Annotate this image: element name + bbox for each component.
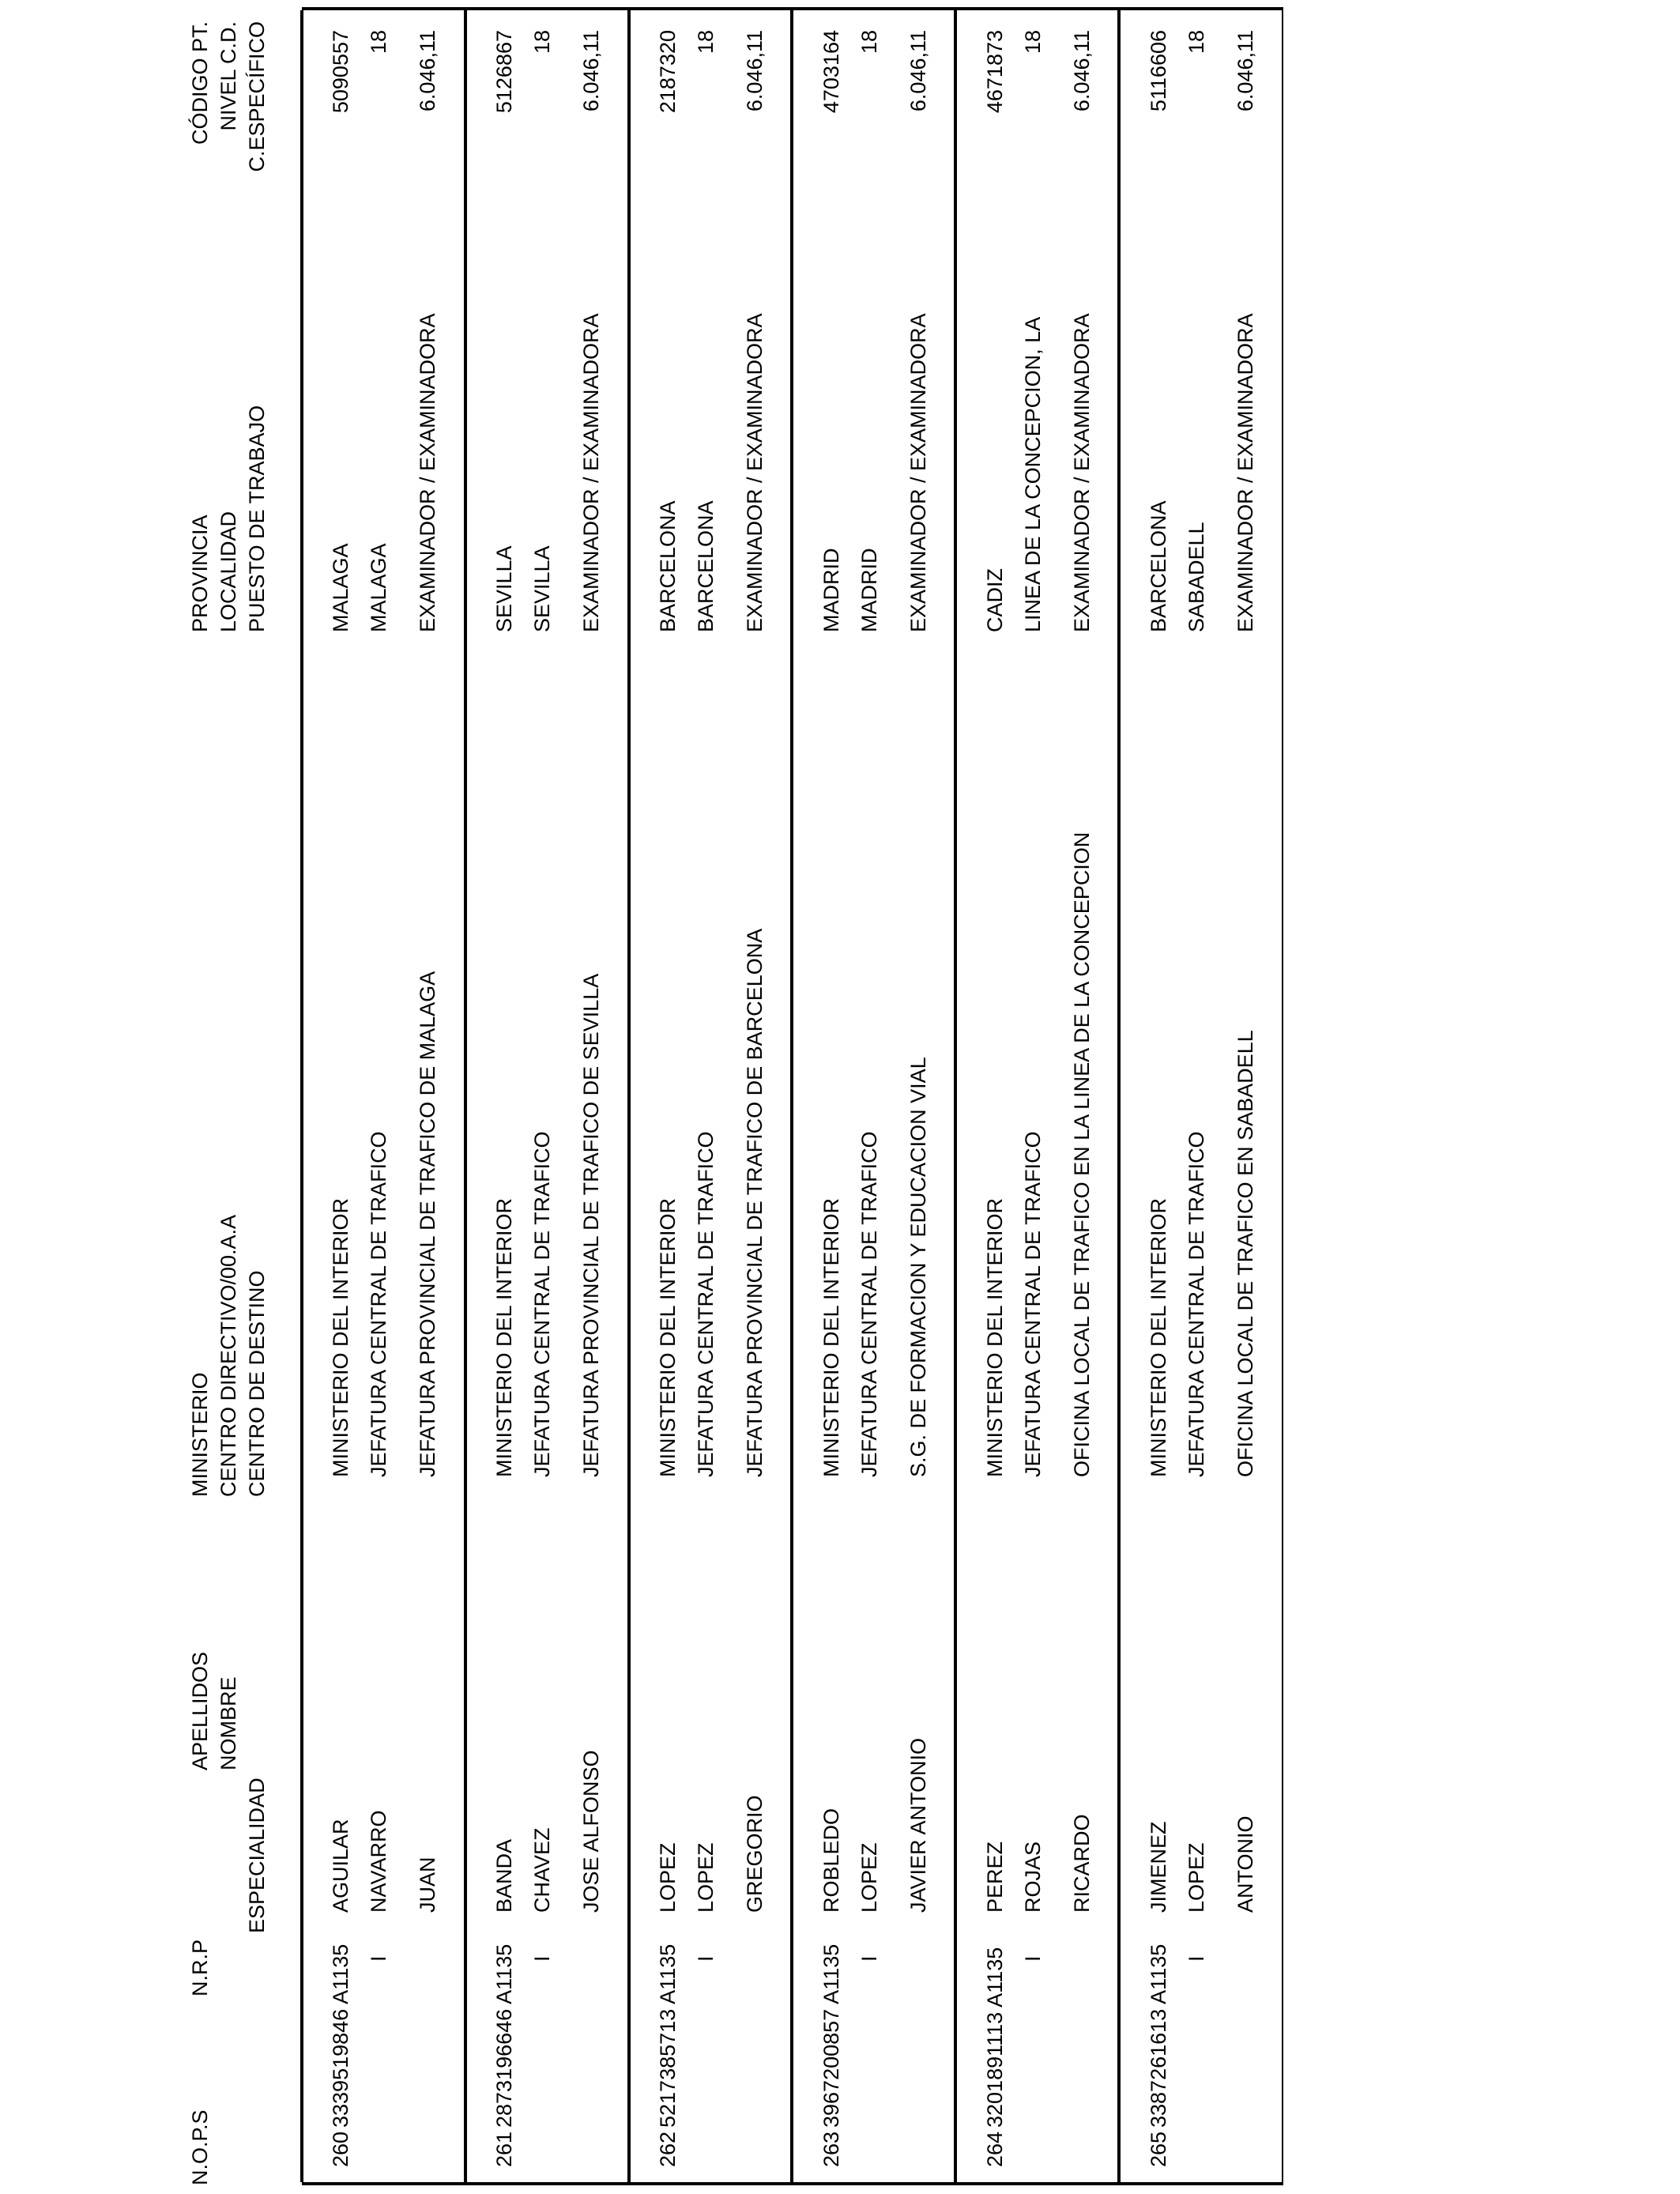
puesto-value: EXAMINADOR / EXAMINADORA bbox=[906, 313, 930, 632]
especialidad-value: I bbox=[857, 1955, 881, 1962]
header-provincia: PROVINCIA bbox=[188, 515, 212, 632]
apellido1-value: PEREZ bbox=[983, 1841, 1007, 1913]
ministerio-value: MINISTERIO DEL INTERIOR bbox=[983, 1197, 1007, 1477]
codigo-value: 5126867 bbox=[492, 30, 516, 114]
nivel-value: 18 bbox=[857, 30, 881, 55]
ministerio-value: MINISTERIO DEL INTERIOR bbox=[819, 1197, 843, 1477]
ministerio-value: MINISTERIO DEL INTERIOR bbox=[492, 1197, 516, 1477]
apellido2-value: LOPEZ bbox=[694, 1842, 718, 1913]
nivel-value: 18 bbox=[367, 30, 390, 55]
apellido2-value: CHAVEZ bbox=[530, 1827, 554, 1913]
nrp-value: 3339519846 A1135 bbox=[329, 1943, 352, 2128]
nrp-value: 3201891113 A1135 bbox=[983, 1947, 1007, 2128]
header-nops: N.O.P.S bbox=[188, 2109, 212, 2185]
nivel-value: 18 bbox=[530, 30, 554, 55]
header-nrp: N.R.P bbox=[188, 1939, 212, 1996]
puesto-value: EXAMINADOR / EXAMINADORA bbox=[1234, 313, 1257, 632]
apellido2-value: ROJAS bbox=[1021, 1841, 1045, 1913]
provincia-value: BARCELONA bbox=[1147, 500, 1170, 632]
header-centro-destino: CENTRO DE DESTINO bbox=[245, 1270, 269, 1497]
nops-value: 262 bbox=[656, 2131, 680, 2167]
nrp-value: 3967200857 A1135 bbox=[819, 1943, 843, 2128]
header-codigo: CÓDIGO PT. bbox=[188, 21, 212, 145]
centro-destino-value: OFICINA LOCAL DE TRAFICO EN LA LINEA DE LA CONCEPCION bbox=[1070, 831, 1094, 1477]
apellido1-value: JIMENEZ bbox=[1147, 1821, 1170, 1913]
header-ministerio: MINISTERIO bbox=[188, 1372, 212, 1497]
nombre-value: JOSE ALFONSO bbox=[579, 1750, 603, 1913]
row-separator bbox=[790, 10, 793, 2182]
especialidad-value: I bbox=[1185, 1955, 1208, 1962]
nivel-value: 18 bbox=[1021, 30, 1045, 55]
nops-value: 265 bbox=[1147, 2131, 1170, 2167]
nrp-value: 5217385713 A1135 bbox=[656, 1943, 680, 2128]
provincia-value: MADRID bbox=[819, 548, 843, 632]
header-puesto: PUESTO DE TRABAJO bbox=[245, 405, 269, 632]
localidad-value: LINEA DE LA CONCEPCION, LA bbox=[1021, 316, 1045, 632]
centro-destino-value: JEFATURA PROVINCIAL DE TRAFICO DE SEVILLA bbox=[579, 973, 603, 1477]
localidad-value: SABADELL bbox=[1185, 522, 1208, 632]
provincia-value: SEVILLA bbox=[492, 545, 516, 632]
nivel-value: 18 bbox=[1185, 30, 1208, 55]
provincia-value: MALAGA bbox=[329, 543, 352, 632]
centro-directivo-value: JEFATURA CENTRAL DE TRAFICO bbox=[530, 1131, 554, 1477]
localidad-value: MADRID bbox=[857, 548, 881, 632]
header-especialidad: ESPECIALIDAD bbox=[245, 1777, 269, 1933]
header-centro-directivo: CENTRO DIRECTIVO/00.A.A bbox=[217, 1214, 240, 1497]
localidad-value: MALAGA bbox=[367, 543, 390, 632]
row-separator bbox=[954, 10, 957, 2182]
nivel-value: 18 bbox=[694, 30, 718, 55]
centro-directivo-value: JEFATURA CENTRAL DE TRAFICO bbox=[367, 1131, 390, 1477]
nops-value: 264 bbox=[983, 2131, 1007, 2167]
ministerio-value: MINISTERIO DEL INTERIOR bbox=[329, 1197, 352, 1477]
table-top-border bbox=[300, 10, 303, 2182]
especialidad-value: I bbox=[367, 1955, 390, 1962]
especialidad-value: I bbox=[530, 1955, 554, 1962]
header-nivel: NIVEL C.D. bbox=[217, 21, 240, 131]
header-apellidos: APELLIDOS bbox=[188, 1651, 212, 1770]
especifico-value: 6.046,11 bbox=[1234, 30, 1257, 112]
apellido2-value: LOPEZ bbox=[857, 1842, 881, 1913]
codigo-value: 4671873 bbox=[983, 30, 1007, 114]
header-nombre: NOMBRE bbox=[217, 1676, 240, 1770]
apellido2-value: LOPEZ bbox=[1185, 1842, 1208, 1913]
localidad-value: BARCELONA bbox=[694, 500, 718, 632]
provincia-value: BARCELONA bbox=[656, 500, 680, 632]
codigo-value: 5116606 bbox=[1147, 30, 1170, 112]
nrp-value: 2873196646 A1135 bbox=[492, 1943, 516, 2128]
codigo-value: 2187320 bbox=[656, 30, 680, 114]
nops-value: 263 bbox=[819, 2131, 843, 2167]
puesto-value: EXAMINADOR / EXAMINADORA bbox=[1070, 313, 1094, 632]
nombre-value: JAVIER ANTONIO bbox=[906, 1737, 930, 1913]
apellido1-value: LOPEZ bbox=[656, 1842, 680, 1913]
especialidad-value: I bbox=[694, 1955, 718, 1962]
row-separator bbox=[464, 10, 467, 2182]
nombre-value: RICARDO bbox=[1070, 1814, 1094, 1913]
centro-directivo-value: JEFATURA CENTRAL DE TRAFICO bbox=[694, 1131, 718, 1477]
puesto-value: EXAMINADOR / EXAMINADORA bbox=[579, 313, 603, 632]
centro-destino-value: JEFATURA PROVINCIAL DE TRAFICO DE BARCELONA bbox=[743, 928, 767, 1477]
ministerio-value: MINISTERIO DEL INTERIOR bbox=[1147, 1197, 1170, 1477]
nrp-value: 3387261613 A1135 bbox=[1147, 1943, 1170, 2128]
especifico-value: 6.046,11 bbox=[743, 30, 767, 112]
especifico-value: 6.046,11 bbox=[1070, 30, 1094, 112]
puesto-value: EXAMINADOR / EXAMINADORA bbox=[416, 313, 439, 632]
centro-directivo-value: JEFATURA CENTRAL DE TRAFICO bbox=[1021, 1131, 1045, 1477]
centro-directivo-value: JEFATURA CENTRAL DE TRAFICO bbox=[857, 1131, 881, 1477]
nops-value: 260 bbox=[329, 2131, 352, 2167]
apellido1-value: ROBLEDO bbox=[819, 1808, 843, 1913]
especifico-value: 6.046,11 bbox=[416, 30, 439, 112]
header-localidad: LOCALIDAD bbox=[217, 511, 240, 632]
apellido2-value: NAVARRO bbox=[367, 1810, 390, 1913]
nombre-value: ANTONIO bbox=[1234, 1815, 1257, 1913]
provincia-value: CADIZ bbox=[983, 568, 1007, 632]
nombre-value: GREGORIO bbox=[743, 1795, 767, 1913]
codigo-value: 5090557 bbox=[329, 30, 352, 114]
nops-value: 261 bbox=[492, 2131, 516, 2167]
ministerio-value: MINISTERIO DEL INTERIOR bbox=[656, 1197, 680, 1477]
localidad-value: SEVILLA bbox=[530, 545, 554, 632]
centro-destino-value: JEFATURA PROVINCIAL DE TRAFICO DE MALAGA bbox=[416, 971, 439, 1477]
row-separator bbox=[627, 10, 631, 2182]
header-especifico: C.ESPECÍFICO bbox=[245, 21, 269, 172]
centro-destino-value: S.G. DE FORMACION Y EDUCACION VIAL bbox=[906, 1057, 930, 1477]
especialidad-value: I bbox=[1021, 1955, 1045, 1962]
row-separator bbox=[1117, 10, 1121, 2182]
centro-directivo-value: JEFATURA CENTRAL DE TRAFICO bbox=[1185, 1131, 1208, 1477]
especifico-value: 6.046,11 bbox=[579, 30, 603, 112]
nombre-value: JUAN bbox=[416, 1857, 439, 1913]
centro-destino-value: OFICINA LOCAL DE TRAFICO EN SABADELL bbox=[1234, 1030, 1257, 1477]
apellido1-value: BANDA bbox=[492, 1838, 516, 1913]
records-table bbox=[302, 7, 1283, 2185]
especifico-value: 6.046,11 bbox=[906, 30, 930, 112]
puesto-value: EXAMINADOR / EXAMINADORA bbox=[743, 313, 767, 632]
apellido1-value: AGUILAR bbox=[329, 1819, 352, 1913]
codigo-value: 4703164 bbox=[819, 30, 843, 114]
